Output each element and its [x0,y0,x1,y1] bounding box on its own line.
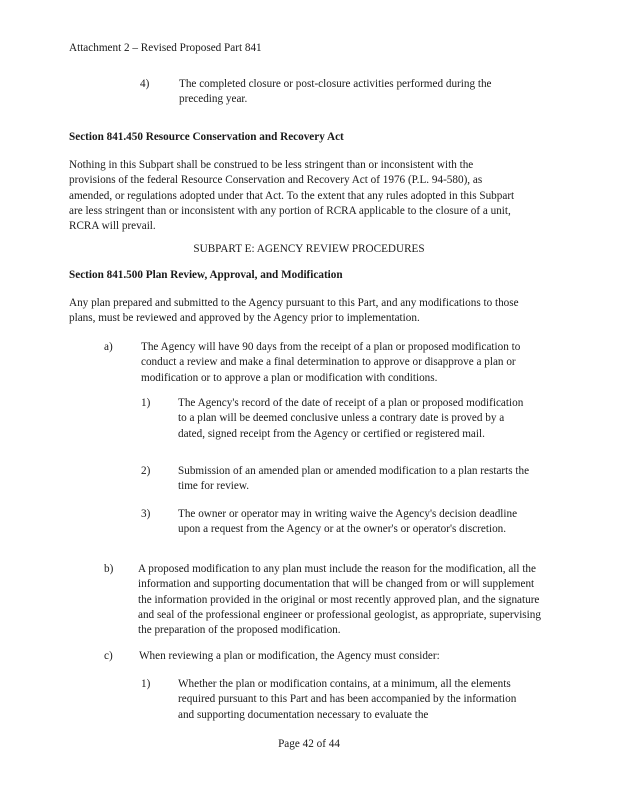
c-item-1-text: Whether the plan or modification contains, at a minimum, all the elements required pursuant to this Part and has been accompanied by the information and supporting documentation necessary to evaluate the [178,678,517,721]
page-header: Attachment 2 – Revised Proposed Part 841 [69,42,262,54]
subsection-a-label: a) [104,341,113,353]
section-500-heading: Section 841.500 Plan Review, Approval, and Modification [69,269,343,281]
section-500-intro: Any plan prepared and submitted to the Agency pursuant to this Part, and any modifications to those plans, must be reviewed and approved by the Agency prior to implementation. [69,297,519,325]
a-item-2-text: Submission of an amended plan or amended modification to a plan restarts the time for review. [178,465,530,493]
subpart-title: SUBPART E: AGENCY REVIEW PROCEDURES [193,243,425,255]
a-item-1-number: 1) [141,397,151,409]
a-item-1-text: The Agency's record of the date of receipt of a plan or proposed modification to a plan will be deemed conclusive unless a contrary date is proved by a dated, signed receipt from the Agency or certified or registered mail. [178,397,524,440]
item-4-text: The completed closure or post-closure activities performed during the preceding year. [179,78,492,106]
page-number: Page 42 of 44 [278,738,340,750]
a-item-2-number: 2) [141,465,151,477]
subsection-b-label: b) [104,563,114,575]
subsection-b-text: A proposed modification to any plan must include the reason for the modification, all the information and supporting documentation that will be changed from or will supplement the information provided in the original or most recently approved plan, and the signature and seal of the professional engineer or professional geologist, as appropriate, supervising the preparation of the proposed modification. [138,563,541,637]
subsection-a-text: The Agency will have 90 days from the receipt of a plan or proposed modification to conduct a review and make a final determination to approve or disapprove a plan or modification or to approve a plan or modification with conditions. [141,341,521,384]
a-item-3-number: 3) [141,508,151,520]
section-450-heading: Section 841.450 Resource Conservation and Recovery Act [69,131,344,143]
subsection-c-text: When reviewing a plan or modification, the Agency must consider: [139,650,440,662]
subsection-c-label: c) [104,650,113,662]
a-item-3-text: The owner or operator may in writing waive the Agency's decision deadline upon a request from the Agency or at the owner's or operator's discretion. [178,508,518,536]
item-4-number: 4) [140,78,150,90]
section-450-body: Nothing in this Subpart shall be construed to be less stringent than or inconsistent with the provisions of the federal Resource Conservation and Recovery Act of 1976 (P.L. 94-580), as amended, or regulations adopted under that Act. To the extent that any rules adopted in this Subpart are less stringent than or inconsistent with any portion of RCRA applicable to the closure of a unit, RCRA will prevail. [69,159,515,233]
c-item-1-number: 1) [141,678,151,690]
